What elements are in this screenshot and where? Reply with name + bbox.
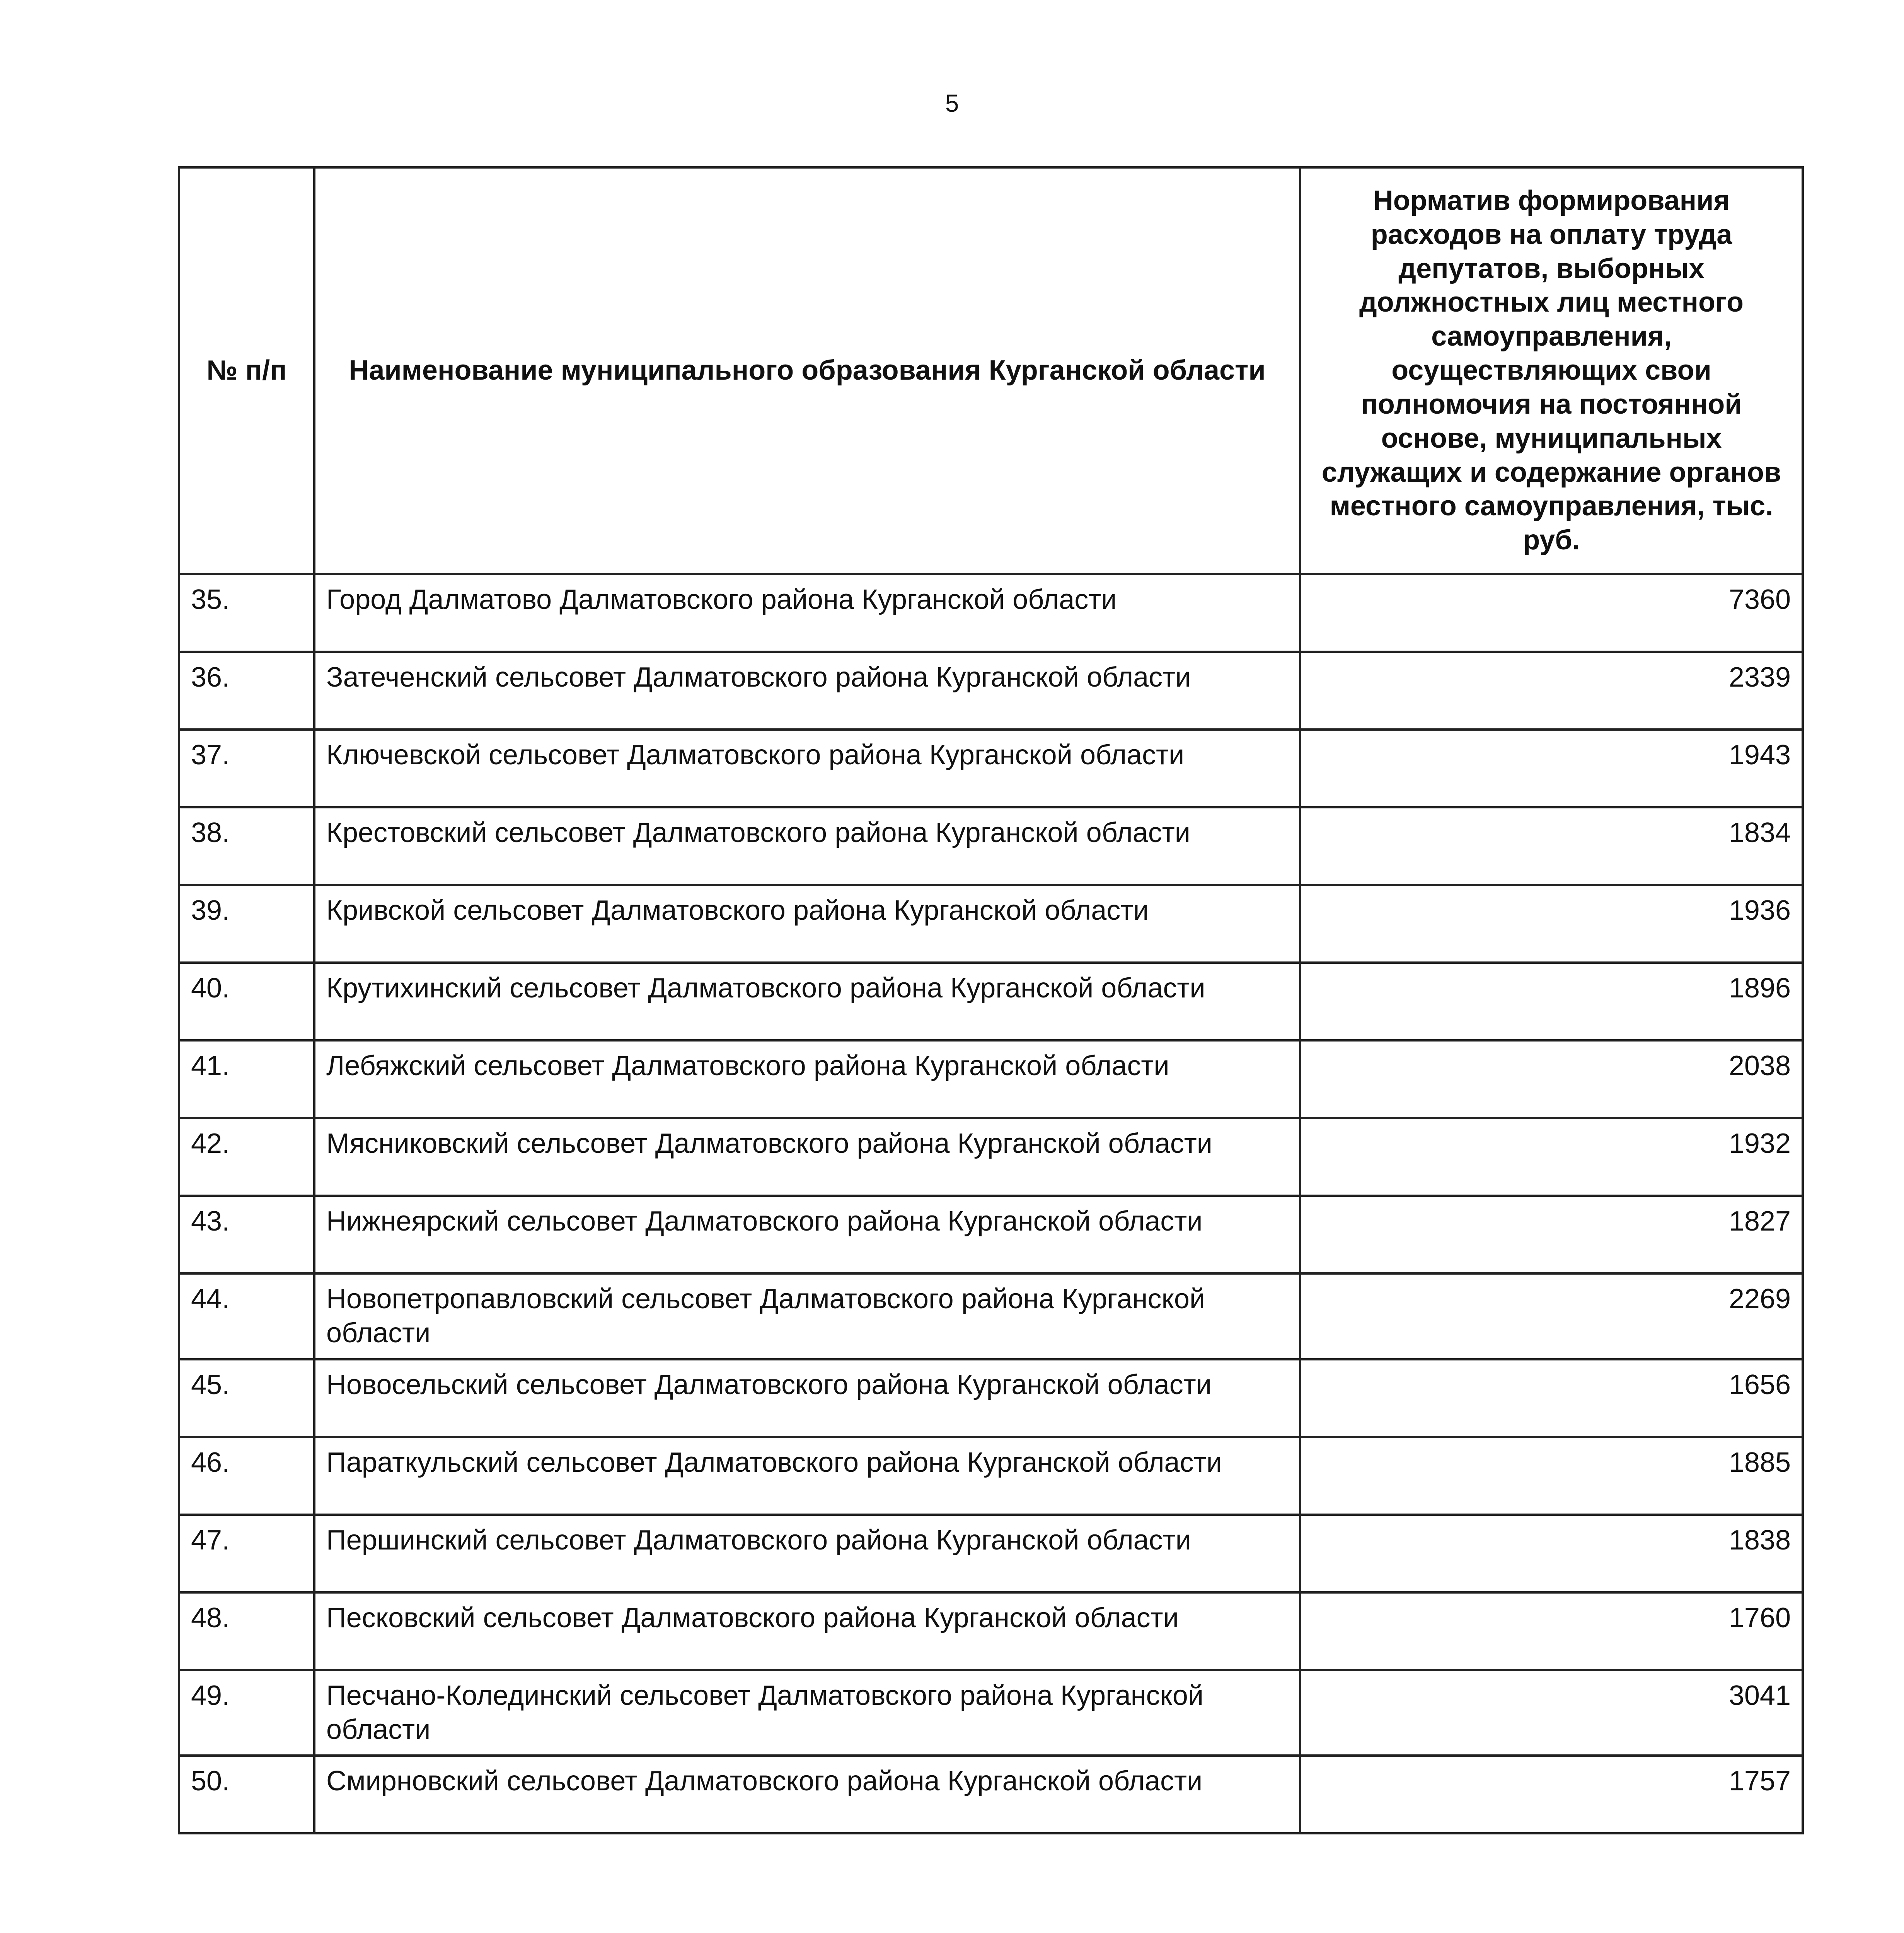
- municipality-name: Кривской сельсовет Далматовского района Курганской области: [314, 885, 1300, 963]
- norm-value: 1834: [1300, 807, 1803, 885]
- table-row: [179, 1359, 1803, 1437]
- table-row: [179, 885, 1803, 963]
- norm-value: 1757: [1300, 1756, 1803, 1833]
- municipality-name: Песковский сельсовет Далматовского района Курганской области: [314, 1592, 1300, 1670]
- table-row: [179, 1515, 1803, 1592]
- norm-value: 1838: [1300, 1515, 1803, 1592]
- header-municipality: Наименование муниципального образования Курганской области: [314, 167, 1300, 574]
- table-row: [179, 1273, 1803, 1359]
- norm-value: 3041: [1300, 1670, 1803, 1756]
- municipality-name: Крестовский сельсовет Далматовского района Курганской области: [314, 807, 1300, 885]
- row-number: 47.: [179, 1515, 314, 1592]
- norm-value: 1656: [1300, 1359, 1803, 1437]
- table-row: [179, 807, 1803, 885]
- row-number: 42.: [179, 1118, 314, 1196]
- table-row: [179, 1040, 1803, 1118]
- row-number: 48.: [179, 1592, 314, 1670]
- municipality-name: Лебяжский сельсовет Далматовского района Курганской области: [314, 1040, 1300, 1118]
- norm-value: 1827: [1300, 1196, 1803, 1273]
- table-row: [179, 1756, 1803, 1833]
- norm-value: 2339: [1300, 652, 1803, 730]
- municipality-name: Параткульский сельсовет Далматовского района Курганской области: [314, 1437, 1300, 1515]
- row-number: 37.: [179, 730, 314, 807]
- table-row: [179, 1437, 1803, 1515]
- row-number: 43.: [179, 1196, 314, 1273]
- norm-value: 1760: [1300, 1592, 1803, 1670]
- table-row: [179, 1592, 1803, 1670]
- row-number: 38.: [179, 807, 314, 885]
- row-number: 49.: [179, 1670, 314, 1756]
- table-row: [179, 1118, 1803, 1196]
- header-norm: Норматив формирования расходов на оплату труда депутатов, выборных должностных лиц местного самоуправления, осуществляющих свои полномочия на постоянной основе, муниципальных служащих и содержание органов местного самоуправления, тыс. руб.: [1300, 167, 1803, 574]
- municipality-name: Крутихинский сельсовет Далматовского района Курганской области: [314, 963, 1300, 1040]
- municipality-name: Першинский сельсовет Далматовского района Курганской области: [314, 1515, 1300, 1592]
- municipality-name: Нижнеярский сельсовет Далматовского района Курганской области: [314, 1196, 1300, 1273]
- table-row: [179, 963, 1803, 1040]
- norm-value: 7360: [1300, 574, 1803, 652]
- table-row: [179, 652, 1803, 730]
- norm-value: 2269: [1300, 1273, 1803, 1359]
- row-number: 39.: [179, 885, 314, 963]
- table-row: [179, 730, 1803, 807]
- municipality-name: Затеченский сельсовет Далматовского района Курганской области: [314, 652, 1300, 730]
- municipality-name: Мясниковский сельсовет Далматовского района Курганской области: [314, 1118, 1300, 1196]
- row-number: 44.: [179, 1273, 314, 1359]
- row-number: 36.: [179, 652, 314, 730]
- municipality-name: Смирновский сельсовет Далматовского района Курганской области: [314, 1756, 1300, 1833]
- municipality-name: Новопетропавловский сельсовет Далматовского района Курганской области: [314, 1273, 1300, 1359]
- norm-value: 1896: [1300, 963, 1803, 1040]
- row-number: 46.: [179, 1437, 314, 1515]
- norm-value: 2038: [1300, 1040, 1803, 1118]
- row-number: 50.: [179, 1756, 314, 1833]
- row-number: 35.: [179, 574, 314, 652]
- municipality-name: Ключевской сельсовет Далматовского района Курганской области: [314, 730, 1300, 807]
- row-number: 45.: [179, 1359, 314, 1437]
- table-row: [179, 574, 1803, 652]
- norm-value: 1943: [1300, 730, 1803, 807]
- norm-value: 1932: [1300, 1118, 1803, 1196]
- row-number: 40.: [179, 963, 314, 1040]
- norm-value: 1936: [1300, 885, 1803, 963]
- page-number: 5: [945, 89, 959, 117]
- table-row: [179, 1670, 1803, 1756]
- table-header-row: [179, 167, 1803, 574]
- municipality-name: Город Далматово Далматовского района Курганской области: [314, 574, 1300, 652]
- row-number: 41.: [179, 1040, 314, 1118]
- norm-value: 1885: [1300, 1437, 1803, 1515]
- municipality-name: Песчано-Колединский сельсовет Далматовского района Курганской области: [314, 1670, 1300, 1756]
- header-number: № п/п: [179, 167, 314, 574]
- municipality-name: Новосельский сельсовет Далматовского района Курганской области: [314, 1359, 1300, 1437]
- norms-table: [178, 166, 1804, 1834]
- table-row: [179, 1196, 1803, 1273]
